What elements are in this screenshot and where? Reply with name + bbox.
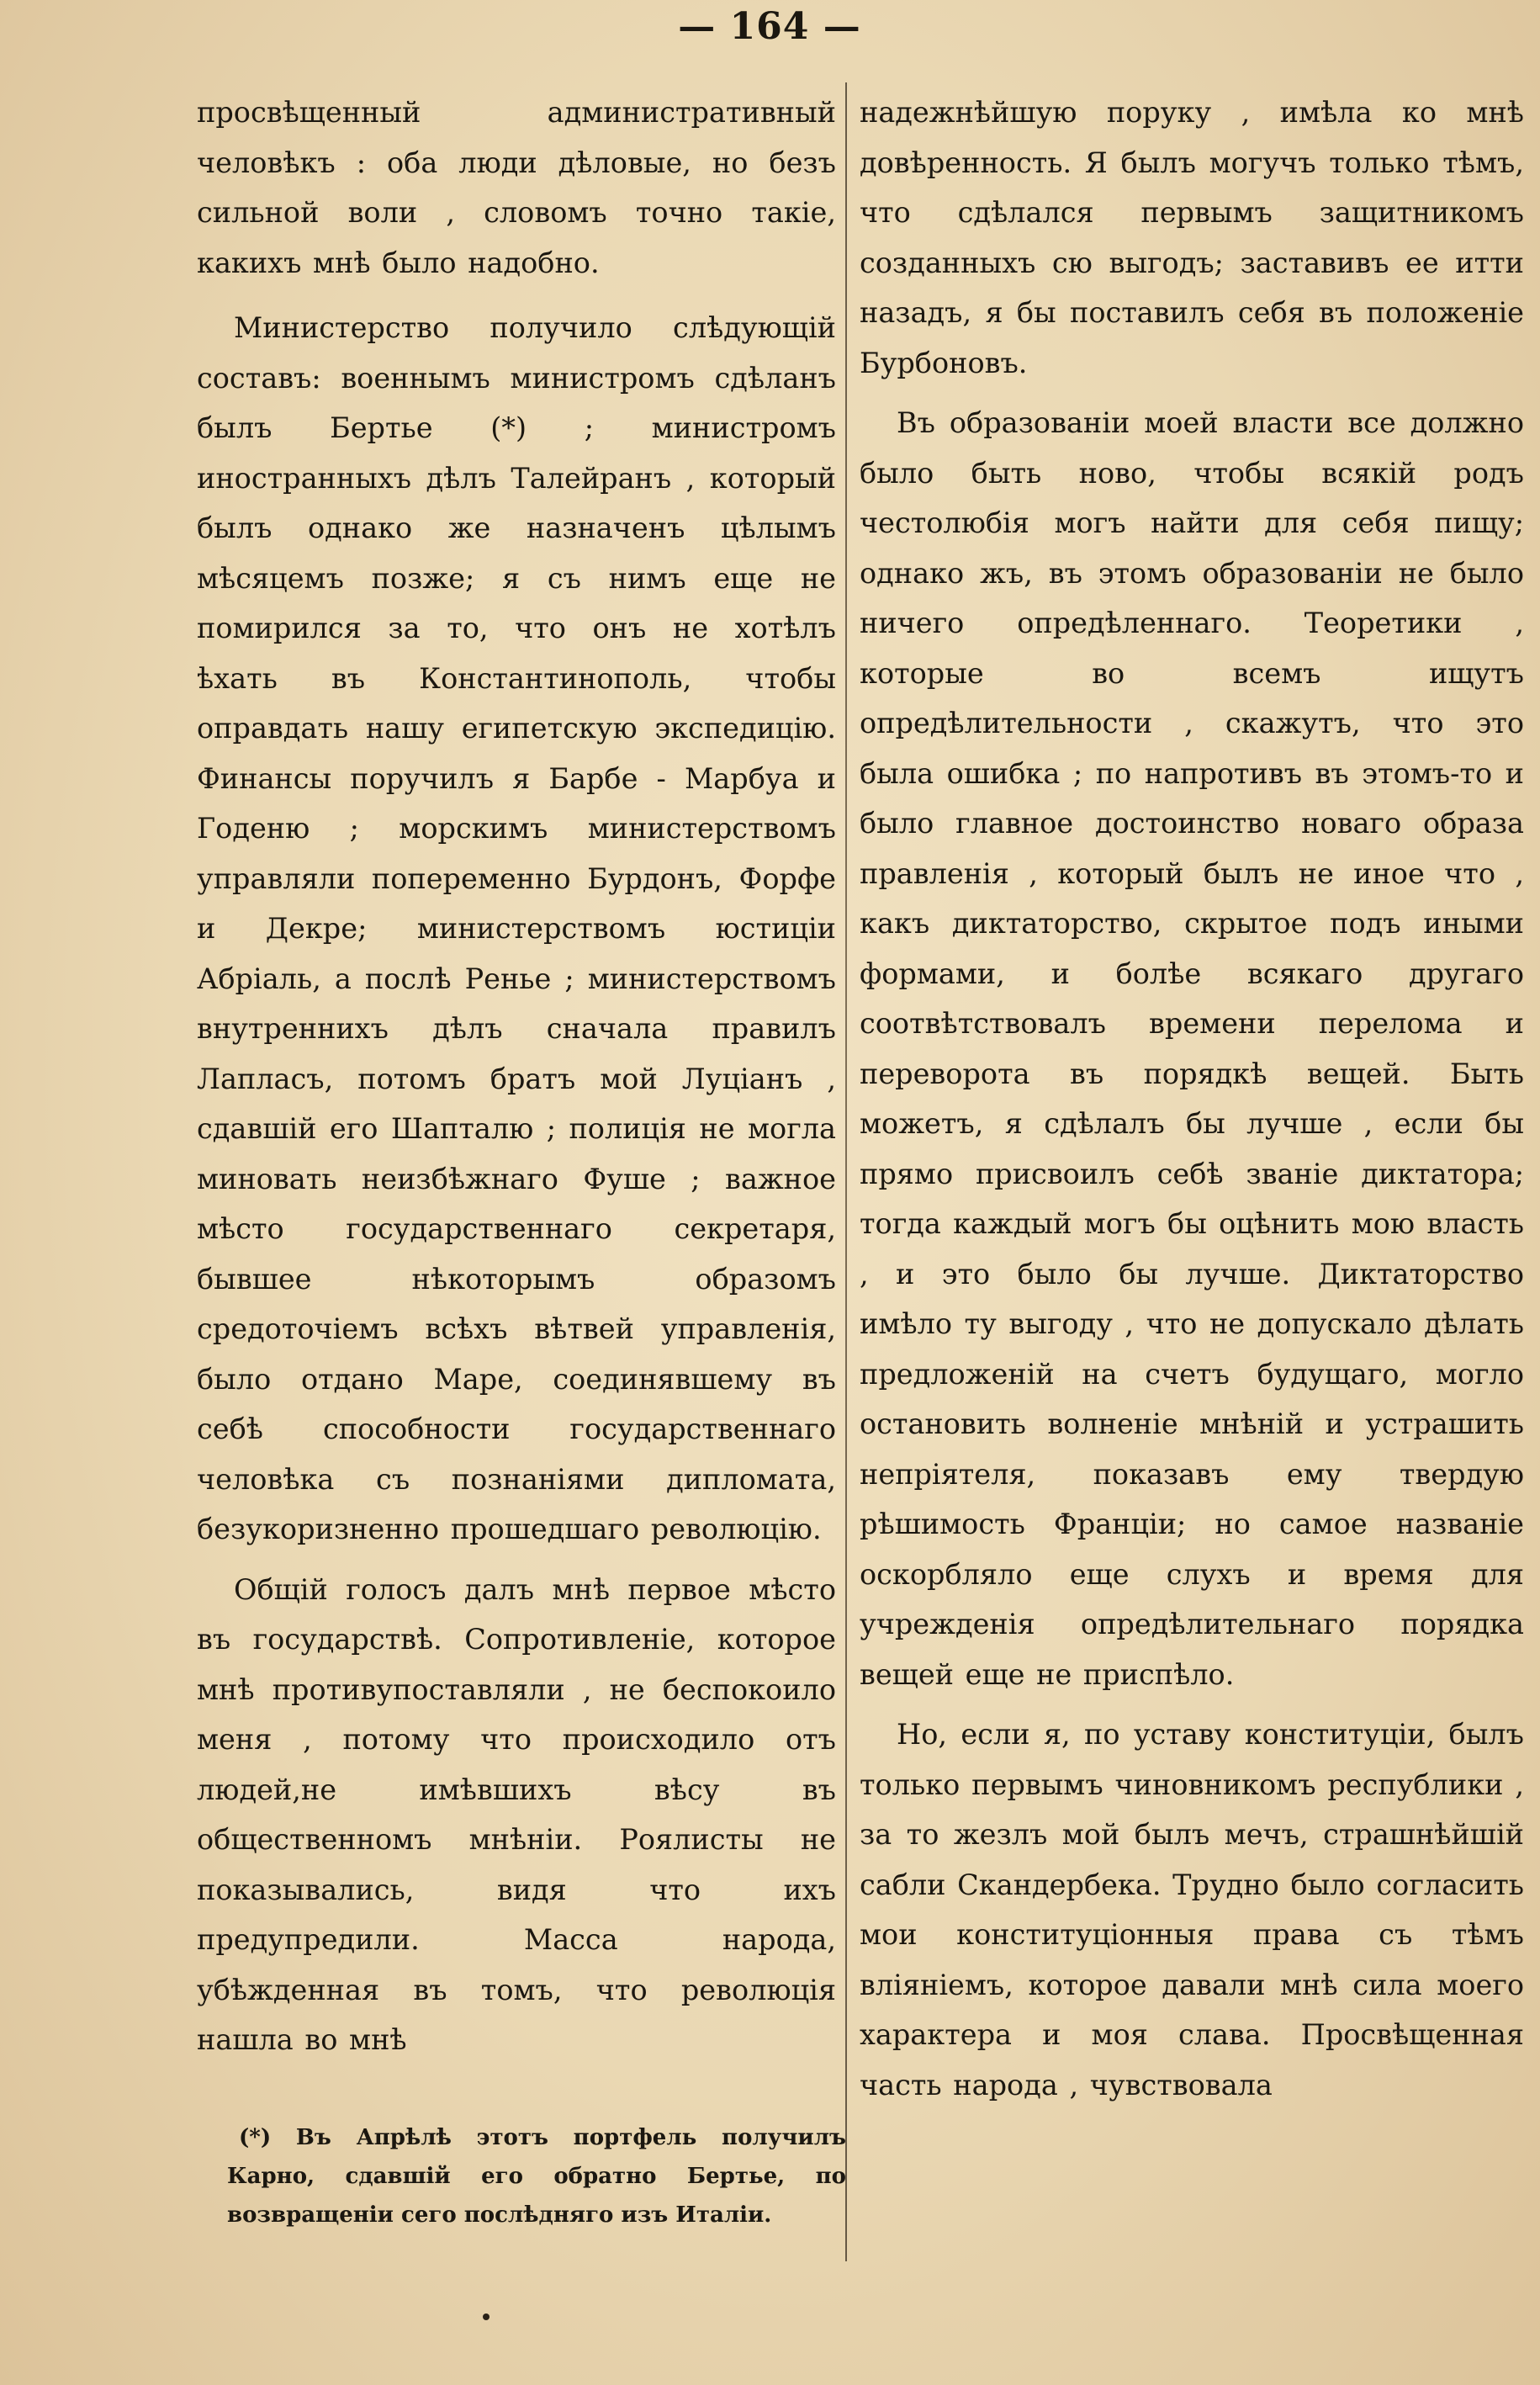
footnote: (*) Въ Апрѣлѣ этотъ портфель получилъ Карно, сдавшій его обратно Бертье, по возвращеніи сего послѣдняго изъ Италіи.	[227, 2125, 846, 2228]
page-number: — 164 —	[678, 5, 861, 48]
right-paragraph-2: Въ образованіи моей власти все должно было быть ново, чтобы всякій родъ честолюбія могъ найти для себя пищу; однако жъ, въ этомъ образованіи не было ничего опредѣленнаго. Теоретики , которые во всемъ ищутъ опредѣлительности , скажутъ, что это была ошибка ; по напротивъ въ этомъ-то и было главное достоинство новаго образа правленія , который былъ не иное что , какъ диктаторство, скрытое подъ иными формами, и болѣе всякаго другаго соотвѣтствовалъ времени перелома и переворота въ порядкѣ вещей. Быть можетъ, я сдѣлалъ бы лучше , если бы прямо присвоилъ себѣ званіе диктатора; тогда каждый могъ бы оцѣнить мою власть , и это было бы лучше. Диктаторство имѣло ту выгоду , что не допускало дѣлать предложеній на счетъ будущаго, могло остановить волненіе мнѣній и устрашить непріятеля, показавъ ему твердую рѣшимость Франціи; но самое названіе оскорбляло еще слухъ и время для учрежденія опредѣлительнаго порядка вещей еще не приспѣло.	[860, 406, 1524, 1691]
column-divider	[845, 82, 847, 2261]
left-paragraph-2: Министерство получило слѣдующій составъ: военнымъ министромъ сдѣланъ былъ Бертье (*) ; министромъ иностранныхъ дѣлъ Талейранъ , который былъ однако же назначенъ цѣлымъ мѣсяцемъ позже; я съ нимъ еще не помирился за то, что онъ не хотѣлъ ѣхать въ Константинополь, чтобы оправдать нашу египетскую экспедицію. Финансы поручилъ я Барбе - Марбуа и Годеню ; морскимъ министерствомъ управляли попеременно Бурдонъ, Форфе и Декре; министерствомъ юстиціи Абріаль, а послѣ Ренье ; министерствомъ внутреннихъ дѣлъ сначала правилъ Лапласъ, потомъ братъ мой Луціанъ , сдавшій его Шапталю ; полиція не могла миновать неизбѣжнаго Фуше ; важное мѣсто государственнаго секретаря, бывшее нѣкоторымъ образомъ средоточіемъ всѣхъ вѣтвей управленія, было отдано Маре, соединявшему въ себѣ способности государственнаго человѣка съ познаніями дипломата, безукоризненно прошедшаго революцію.	[197, 311, 836, 1545]
left-paragraph-1: просвѣщенный административный человѣкъ : оба люди дѣловые, но безъ сильной воли , словомъ точно такіе, какихъ мнѣ было надобно.	[197, 96, 836, 279]
right-paragraph-1: надежнѣйшую поруку , имѣла ко мнѣ довѣренность. Я былъ могучъ только тѣмъ, что сдѣлался первымъ защитникомъ созданныхъ сю выгодъ; заставивъ ее итти назадъ, я бы поставилъ себя въ положеніе Бурбоновъ.	[860, 96, 1524, 379]
left-paragraph-3: Общій голосъ далъ мнѣ первое мѣсто въ государствѣ. Сопротивленіе, которое мнѣ противупоставляли , не беспокоило меня , потому что происходило отъ людей,не имѣвшихъ вѣсу въ общественномъ мнѣніи. Роялисты не показывались, видя что ихъ предупредили. Масса народа, убѣжденная въ томъ, что революція нашла во мнѣ	[197, 1572, 836, 2056]
right-column	[860, 87, 1524, 2120]
page-speck	[483, 2313, 490, 2320]
left-column	[197, 87, 836, 2075]
right-paragraph-3: Но, если я, по уставу конституціи, былъ только первымъ чиновникомъ республики , за то жезлъ мой былъ мечъ, страшнѣйшій сабли Скандербека. Трудно было согласить мои конституціонныя права съ тѣмъ вліяніемъ, которое давали мнѣ сила моего характера и моя слава. Просвѣщенная часть народа , чувствовала	[860, 1718, 1524, 2101]
